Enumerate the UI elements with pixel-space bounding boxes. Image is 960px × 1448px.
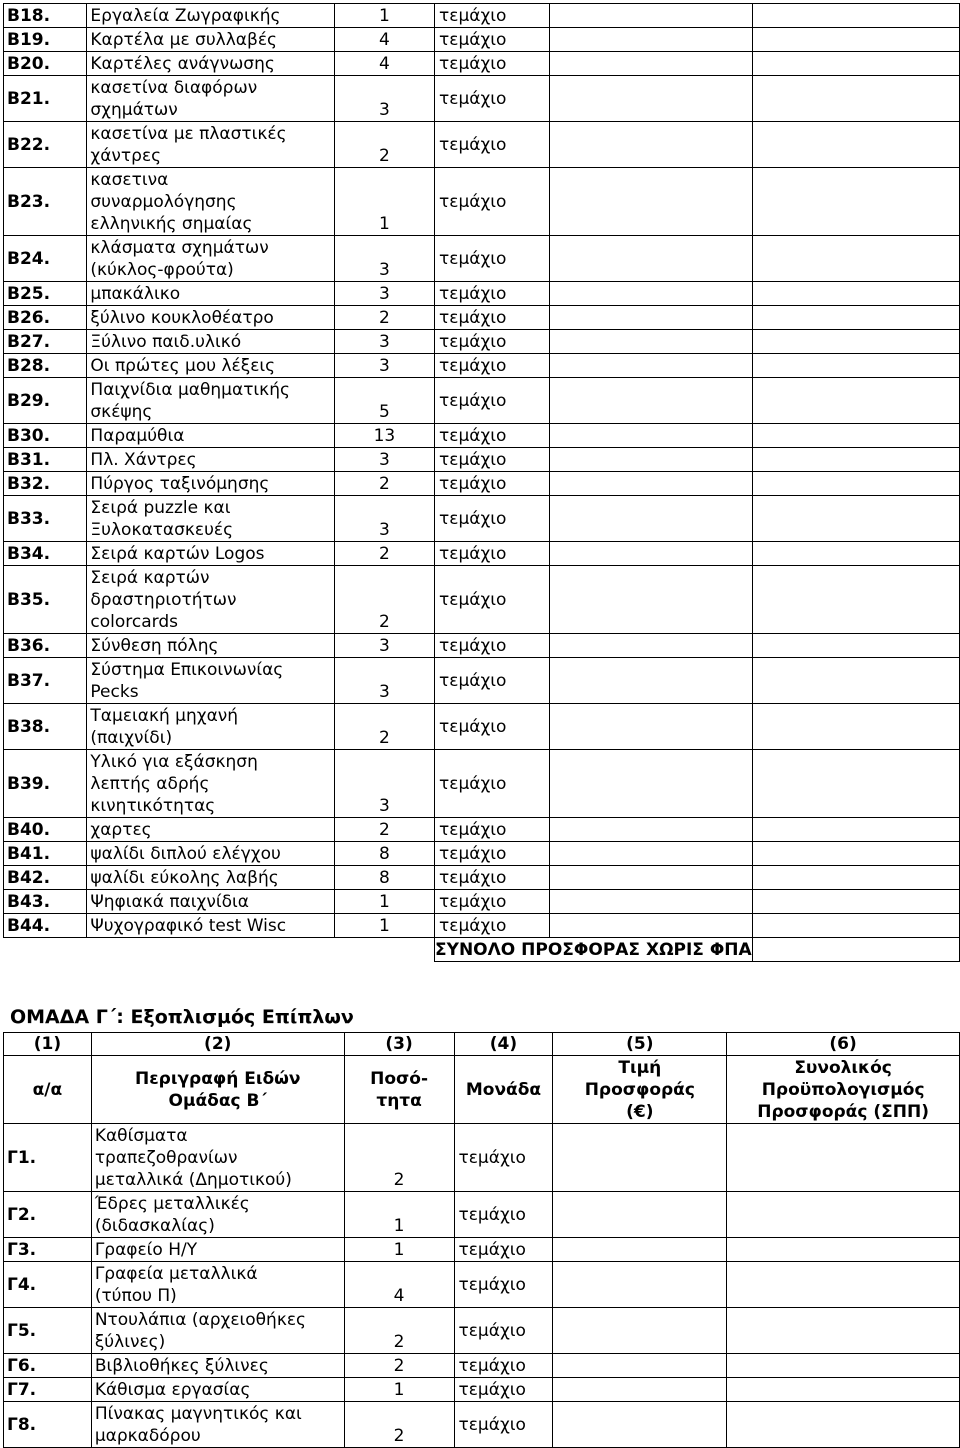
row-quantity: 3 [334,658,434,704]
row-code: Β31. [4,448,87,472]
row-description: ψαλίδι εύκολης λαβής [87,866,334,890]
row-unit: τεμάχιο [454,1354,553,1378]
header-unit: Μονάδα [454,1056,553,1124]
row-total [752,330,959,354]
row-code: Β20. [4,52,87,76]
table-row [4,1378,960,1402]
table-row [4,866,960,890]
row-total [752,914,959,938]
row-unit: τεμάχιο [435,704,550,750]
row-quantity: 2 [344,1124,454,1192]
row-description: Σειρά καρτών Logos [87,542,334,566]
row-description: Πλ. Χάντρες [87,448,334,472]
column-number-row [4,1033,960,1056]
column-number: (1) [4,1033,92,1056]
table-row [4,168,960,236]
table-row [4,472,960,496]
row-code: Β34. [4,542,87,566]
table-row [4,1308,960,1354]
row-price [550,52,752,76]
row-price [550,76,752,122]
row-description: Πύργος ταξινόμησης [87,472,334,496]
row-description: ξύλινο κουκλοθέατρο [87,306,334,330]
row-unit: τεμάχιο [435,472,550,496]
row-total [752,4,959,28]
row-total [752,542,959,566]
row-price [550,378,752,424]
row-price [550,236,752,282]
row-quantity: 8 [334,866,434,890]
row-unit: τεμάχιο [435,750,550,818]
row-code: Β40. [4,818,87,842]
table-row [4,1402,960,1448]
row-code: Β19. [4,28,87,52]
row-price [550,4,752,28]
row-quantity: 5 [334,378,434,424]
row-price [553,1192,727,1238]
table-row [4,634,960,658]
row-code: Β27. [4,330,87,354]
row-description: Ντουλάπια (αρχειοθήκες ξύλινες) [91,1308,344,1354]
row-description: ψαλίδι διπλού ελέγχου [87,842,334,866]
table-row [4,122,960,168]
row-price [550,866,752,890]
row-total [752,704,959,750]
row-code: Β24. [4,236,87,282]
row-price [550,890,752,914]
row-price [553,1262,727,1308]
row-code: Β18. [4,4,87,28]
row-unit: τεμάχιο [435,28,550,52]
row-code: Β39. [4,750,87,818]
row-code: Γ7. [4,1378,92,1402]
table-row [4,448,960,472]
row-code: Β25. [4,282,87,306]
offer-table-group-c [3,1032,960,1448]
row-price [550,306,752,330]
row-quantity: 3 [334,634,434,658]
row-unit: τεμάχιο [435,866,550,890]
row-quantity: 8 [334,842,434,866]
row-description: Έδρες μεταλλικές (διδασκαλίας) [91,1192,344,1238]
row-price [550,472,752,496]
row-description: Ξύλινο παιδ.υλικό [87,330,334,354]
total-row [4,938,960,962]
row-total [727,1238,960,1262]
row-code: Γ1. [4,1124,92,1192]
group-c-title: ΟΜΑΔΑ Γ΄: Εξοπλισμός Επίπλων [10,1006,354,1028]
row-quantity: 3 [334,448,434,472]
row-price [550,750,752,818]
row-price [550,122,752,168]
row-description: Παιχνίδια μαθηματικής σκέψης [87,378,334,424]
row-unit: τεμάχιο [454,1308,553,1354]
row-description: Καθίσματα τραπεζοθρανίων μεταλλικά (Δημοτικού) [91,1124,344,1192]
row-quantity: 3 [334,354,434,378]
row-total [752,890,959,914]
row-total [752,818,959,842]
row-quantity: 13 [334,424,434,448]
column-number: (4) [454,1033,553,1056]
row-price [550,914,752,938]
row-code: Β30. [4,424,87,448]
table-row [4,236,960,282]
table-row [4,4,960,28]
row-unit: τεμάχιο [435,658,550,704]
column-number: (3) [344,1033,454,1056]
row-price [550,330,752,354]
row-description: κασετίνα διαφόρων σχημάτων [87,76,334,122]
row-code: Β21. [4,76,87,122]
row-price [553,1378,727,1402]
row-description: κασετίνα με πλαστικές χάντρες [87,122,334,168]
row-total [752,306,959,330]
row-code: Β38. [4,704,87,750]
row-code: Β23. [4,168,87,236]
row-price [550,168,752,236]
row-unit: τεμάχιο [454,1402,553,1448]
row-code: Γ6. [4,1354,92,1378]
row-price [550,282,752,306]
row-unit: τεμάχιο [435,542,550,566]
row-quantity: 4 [334,52,434,76]
row-quantity: 1 [334,168,434,236]
table-row [4,542,960,566]
table-row [4,28,960,52]
row-total [727,1378,960,1402]
row-price [550,842,752,866]
row-unit: τεμάχιο [435,914,550,938]
row-unit: τεμάχιο [435,448,550,472]
row-price [553,1354,727,1378]
row-quantity: 4 [334,28,434,52]
row-quantity: 3 [334,76,434,122]
row-unit: τεμάχιο [435,76,550,122]
row-code: Γ4. [4,1262,92,1308]
row-code: Β42. [4,866,87,890]
row-total [752,354,959,378]
row-total [752,76,959,122]
row-description: Εργαλεία Ζωγραφικής [87,4,334,28]
table-row [4,1192,960,1238]
row-price [553,1308,727,1354]
row-description: Γραφεία μεταλλικά (τύπου Π) [91,1262,344,1308]
row-total [752,168,959,236]
row-total [752,566,959,634]
row-total [752,634,959,658]
row-description: Πίνακας μαγνητικός και μαρκαδόρου [91,1402,344,1448]
row-total [752,658,959,704]
row-description: Σύνθεση πόλης [87,634,334,658]
row-quantity: 2 [334,566,434,634]
row-code: Β43. [4,890,87,914]
row-unit: τεμάχιο [454,1262,553,1308]
row-quantity: 2 [344,1354,454,1378]
row-quantity: 3 [334,496,434,542]
row-price [553,1402,727,1448]
table-row [4,842,960,866]
row-quantity: 3 [334,750,434,818]
offer-table-group-b [3,3,960,962]
table-row [4,354,960,378]
table-row [4,282,960,306]
row-unit: τεμάχιο [435,4,550,28]
header-quantity: Ποσό- τητα [344,1056,454,1124]
row-description: Ψυχογραφικό test Wisc [87,914,334,938]
row-unit: τεμάχιο [454,1124,553,1192]
row-total [752,750,959,818]
row-unit: τεμάχιο [435,378,550,424]
row-code: Β36. [4,634,87,658]
row-quantity: 1 [334,4,434,28]
row-total [752,236,959,282]
row-unit: τεμάχιο [435,566,550,634]
row-total [752,378,959,424]
header-aa: α/α [4,1056,92,1124]
row-code: Β22. [4,122,87,168]
row-total [752,424,959,448]
row-total [727,1124,960,1192]
row-unit: τεμάχιο [454,1192,553,1238]
row-quantity: 2 [334,818,434,842]
table-row [4,704,960,750]
row-total [752,448,959,472]
row-total [727,1262,960,1308]
row-description: Κάθισμα εργασίας [91,1378,344,1402]
row-price [550,566,752,634]
table-row [4,424,960,448]
row-description: Ταμειακή μηχανή (παιχνίδι) [87,704,334,750]
row-quantity: 1 [344,1378,454,1402]
row-price [550,542,752,566]
total-value [752,938,959,962]
table-row [4,1238,960,1262]
row-unit: τεμάχιο [435,496,550,542]
row-unit: τεμάχιο [435,282,550,306]
row-quantity: 1 [344,1238,454,1262]
column-number: (6) [727,1033,960,1056]
row-code: Β37. [4,658,87,704]
row-quantity: 1 [344,1192,454,1238]
table-row [4,76,960,122]
row-total [752,122,959,168]
row-price [553,1124,727,1192]
table-row [4,890,960,914]
row-quantity: 2 [344,1402,454,1448]
table-row [4,658,960,704]
row-quantity: 2 [334,472,434,496]
row-code: Β32. [4,472,87,496]
row-description: μπακάλικο [87,282,334,306]
row-unit: τεμάχιο [435,634,550,658]
row-price [550,354,752,378]
table-row [4,306,960,330]
row-total [752,496,959,542]
row-description: Ψηφιακά παιχνίδια [87,890,334,914]
row-description: κλάσματα σχημάτων (κύκλος-φρούτα) [87,236,334,282]
row-quantity: 3 [334,282,434,306]
row-price [550,634,752,658]
row-price [550,818,752,842]
row-description: Σειρά καρτών δραστηριοτήτων colorcards [87,566,334,634]
row-price [550,658,752,704]
row-unit: τεμάχιο [435,236,550,282]
row-unit: τεμάχιο [454,1238,553,1262]
row-total [752,842,959,866]
row-description: Σειρά puzzle και Ξυλοκατασκευές [87,496,334,542]
row-unit: τεμάχιο [435,168,550,236]
table-row [4,52,960,76]
row-description: Υλικό για εξάσκηση λεπτής αδρής κινητικότητας [87,750,334,818]
row-quantity: 2 [334,122,434,168]
row-unit: τεμάχιο [435,354,550,378]
row-description: Γραφείο Η/Υ [91,1238,344,1262]
row-quantity: 2 [334,704,434,750]
row-quantity: 4 [344,1262,454,1308]
header-row [4,1056,960,1124]
row-code: Β41. [4,842,87,866]
row-code: Γ2. [4,1192,92,1238]
row-code: Γ5. [4,1308,92,1354]
header-description: Περιγραφή Ειδών Ομάδας Β΄ [91,1056,344,1124]
row-unit: τεμάχιο [435,842,550,866]
row-price [550,424,752,448]
row-quantity: 3 [334,236,434,282]
table-row [4,818,960,842]
row-total [752,52,959,76]
row-unit: τεμάχιο [454,1378,553,1402]
row-description: χαρτες [87,818,334,842]
row-price [550,28,752,52]
row-total [752,28,959,52]
row-code: Β26. [4,306,87,330]
column-number: (5) [553,1033,727,1056]
table-row [4,750,960,818]
row-price [550,496,752,542]
row-code: Β33. [4,496,87,542]
header-total: Συνολικός Προϋπολογισμός Προσφοράς (ΣΠΠ) [727,1056,960,1124]
row-quantity: 3 [334,330,434,354]
row-total [752,472,959,496]
table-row [4,566,960,634]
row-description: Καρτέλα με συλλαβές [87,28,334,52]
row-total [727,1308,960,1354]
row-price [550,704,752,750]
header-price: Τιμή Προσφοράς (€) [553,1056,727,1124]
row-unit: τεμάχιο [435,122,550,168]
row-code: Γ3. [4,1238,92,1262]
row-description: κασετινα συναρμολόγησης ελληνικής σημαίας [87,168,334,236]
row-total [727,1192,960,1238]
row-total [752,282,959,306]
row-total [727,1354,960,1378]
row-quantity: 2 [334,542,434,566]
table-row [4,1124,960,1192]
row-unit: τεμάχιο [435,424,550,448]
table-row [4,1262,960,1308]
row-quantity: 2 [344,1308,454,1354]
table-row [4,1354,960,1378]
table-row [4,378,960,424]
row-code: Γ8. [4,1402,92,1448]
row-quantity: 2 [334,306,434,330]
row-code: Β44. [4,914,87,938]
row-code: Β28. [4,354,87,378]
row-description: Παραμύθια [87,424,334,448]
row-description: Βιβλιοθήκες ξύλινες [91,1354,344,1378]
row-unit: τεμάχιο [435,890,550,914]
column-number: (2) [91,1033,344,1056]
total-label: ΣΥΝΟΛΟ ΠΡΟΣΦΟΡΑΣ ΧΩΡΙΣ ΦΠΑ [435,939,752,960]
table-row [4,496,960,542]
row-unit: τεμάχιο [435,818,550,842]
row-unit: τεμάχιο [435,52,550,76]
row-unit: τεμάχιο [435,306,550,330]
row-code: Β35. [4,566,87,634]
row-description: Σύστημα Επικοινωνίας Pecks [87,658,334,704]
row-description: Οι πρώτες μου λέξεις [87,354,334,378]
row-unit: τεμάχιο [435,330,550,354]
row-price [553,1238,727,1262]
row-total [752,866,959,890]
table-row [4,914,960,938]
row-price [550,448,752,472]
row-total [727,1402,960,1448]
row-description: Καρτέλες ανάγνωσης [87,52,334,76]
row-quantity: 1 [334,890,434,914]
table-row [4,330,960,354]
row-quantity: 1 [334,914,434,938]
row-code: Β29. [4,378,87,424]
